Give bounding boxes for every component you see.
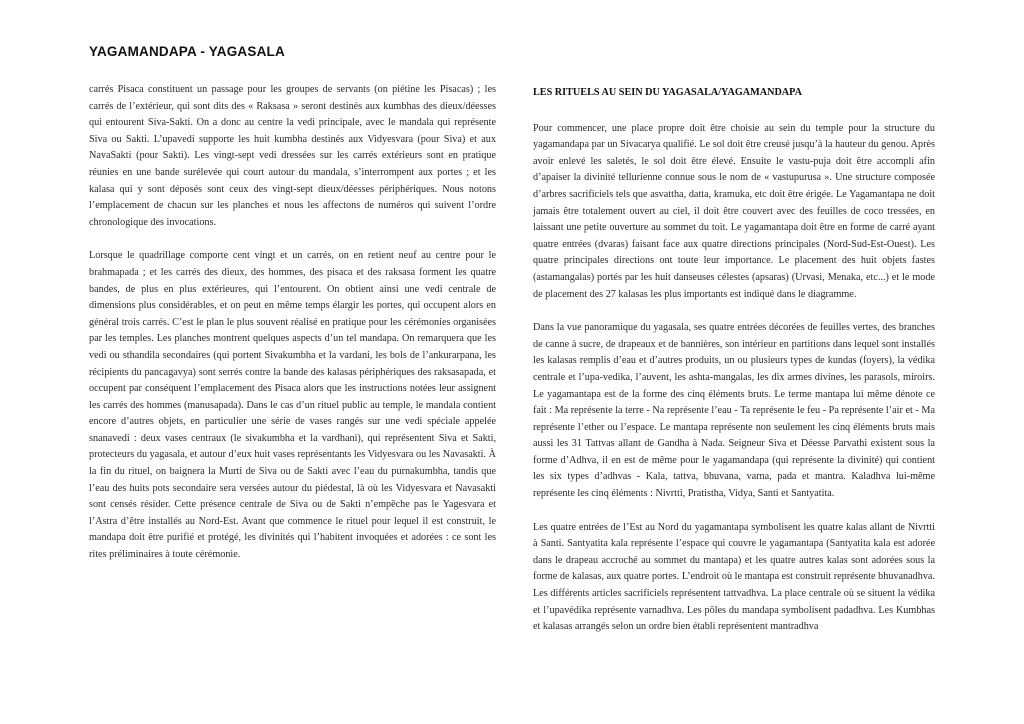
paragraph: carrés Pisaca constituent un passage pour les groupes de servants (on piétine les Pisacas) ; les carrés de l’extérieur, qui sont dits des « Raksasa » seront destinés aux kumbhas des dieux/déesses qui entourent Siva-Sakti. On a donc au centre la vedi principale, avec le mandala qui représente Siva ou Sakti. L’upavedi supporte les huit kumbha destinés aux Vidyesvara (pour Siva) et aux NavaSakti (pour Sakti). Les vingt-sept vedi dressées sur les carrés extérieurs sont en pratique réunies en une bande surélevée qui court autour du mandala, s’interrompent aux portes ; et les kalasa qui y sont déposés sont ceux des vingt-sept dieux/déesses périphériques. Nous notons l’emplacement de chacun sur les planches et nous les affectons de numéros qui suivent l’ordre chronologique des invocations. — [89, 84, 496, 228]
section-heading: LES RITUELS AU SEIN DU YAGASALA/YAGAMANDAPA — [533, 87, 802, 98]
paragraph: Pour commencer, une place propre doit être choisie au sein du temple pour la structure du yagamandapa par un Sivacarya qualifié. Le sol doit être creusé jusqu’à la hauteur du genou. Après avoir enlevé les saletés, le sol doit être élevé. Ensuite le vastu-puja doit être accompli afin d’apaiser la divinité tellurienne connue sous le nom de « vastupurusa ». Une structure composée d’arbres sacrificiels tels que asvattha, datta, kramuka, etc doit être érigée. Le Yagamantapa ne doit jamais être totalement ouvert au ciel, il doit être couvert avec des feuilles de coco tressées, en laissant une petite ouverture au sommet du toit. Le yagamantapa doit être en forme de carré ayant quatre entrées (dvaras) faisant face aux quatre directions principales (Nord-Sud-Est-Ouest). Les quatre principales directions ont toute leur importance. Le placement des huit objets fastes (astamangalas) portés par les huit danseuses célestes (apsaras) (Urvasi, Menaka, etc...) et le mode de placement des 27 kalasas les plus importants est indiqué dans le diagramme. — [533, 122, 935, 300]
paragraph: Dans la vue panoramique du yagasala, ses quatre entrées décorées de feuilles vertes, des branches de canne à sucre, de drapeaux et de bannières, son intérieur en partitions dans lequel sont installés les kalasas remplis d’eau et d’autres produits, un ou plusieurs types de kundas (foyers), la védika centrale et l’upa-vedika, l’auvent, les ashta-mangalas, les dix armes divines, les parasols, miroirs. Le yagamantapa est de la forme des cinq éléments bruts. Le terme mantapa lui même dénote ce fait : Ma représente la terre - Na représente l’eau - Ta représente le feu - Pa représente l’air et - Ma représente l’ether ou l’espace. Le mantapa représente non seulement les cinq éléments bruts mais aussi les 31 Tattvas allant de Gandha à Nada. Seigneur Siva et Déesse Parvathi existent sous la forme d’Adhva, il en est de même pour le yagamandapa (qui représente la divinité) qui contient les six types d’adhvas - Kala, tattva, bhuvana, varna, pada et mantra. Kaladhva lui-même représente les cinq éléments : Nivrtti, Pratistha, Vidya, Santi et Santyatita. — [533, 322, 935, 500]
paragraph: Lorsque le quadrillage comporte cent vingt et un carrés, on en retient neuf au centre pour le brahmapada ; et les carrés des dieux, des hommes, des pisaca et des raksasa forment les quatre bandes, de plus en plus extérieures, qui l’entourent. On obtient ainsi une vedi centrale de dimensions plus considérables, et on peut en même temps élargir les portes, qui occupent alors en général trois carrés. C’est le plan le plus souvent réalisé en pratique pour les cérémonies organisées par les temples. Les planches montrent quelques aspects d’un tel mandapa. On remarquera que les vedi ou sthandila secondaires (qui portent Sivakumbha et la vardani, les bols de l’ankurarpana, les récipients du pancagavya) sont serrés contre la bande des kalasas périphériques des raksasapada, et occupent par conséquent l’emplacement des Pisaca alors que les instructions notées leur assignent les carrés des hommes (manusapada). Dans le cas d’un rituel public au temple, le mandala contient encore d’autres objets, en particulier une série de vases rangés sur une vedi spéciale appelée snanavedi : deux vases centraux (le sivakumbha et la vardhani), qui représentent Siva et Sakti, protecteurs du yagasala, et autour d’eux huit vases représentants les Vidyesvara ou les Navasakti. À la fin du rituel, on baignera la Murti de Siva ou de Sakti avec l’eau du purnakumbha, tandis que l’eau des huits pots secondaire sera versées autour du piédestal, là où les Vidyesvara et Navasakti sont censés résider. Cette présence centrale de Siva ou de Sakti n’empêche pas le Yagesvara et l’Astra d’être installés au Nord-Est. Avant que commence le rituel pour lequel il est construit, le mandapa doit être purifié et protégé, les divinités qui l’habitent invoquées et adorées : ce sont les rites préliminaires à toute cérémonie. — [89, 250, 496, 561]
paragraph: Les quatre entrées de l’Est au Nord du yagamantapa symbolisent les quatre kalas allant de Nivrtti à Santi. Santyatita kala représente l’espace qui couvre le yagamantapa (Santyatita kala est adorée dans le drapeau accroché au sommet du mantapa) et les quatre autres kalas sont adorées sous la forme de kalasas, aux quatre portes. L’endroit où le mantapa est construit représente bhuvanadhva. Les différents articles sacrificiels représentent tattvadhva. La place centrale où se situent la védika et l’upavédika représente varnadhva. Les pôles du mandapa symbolisent padadhva. Les Kumbhas et kalasas arrangés selon un ordre bien établi représentent mantradhva — [533, 521, 935, 633]
left-column — [89, 82, 496, 581]
right-column — [533, 82, 935, 653]
page-title: YAGAMANDAPA - YAGASALA — [89, 44, 285, 59]
